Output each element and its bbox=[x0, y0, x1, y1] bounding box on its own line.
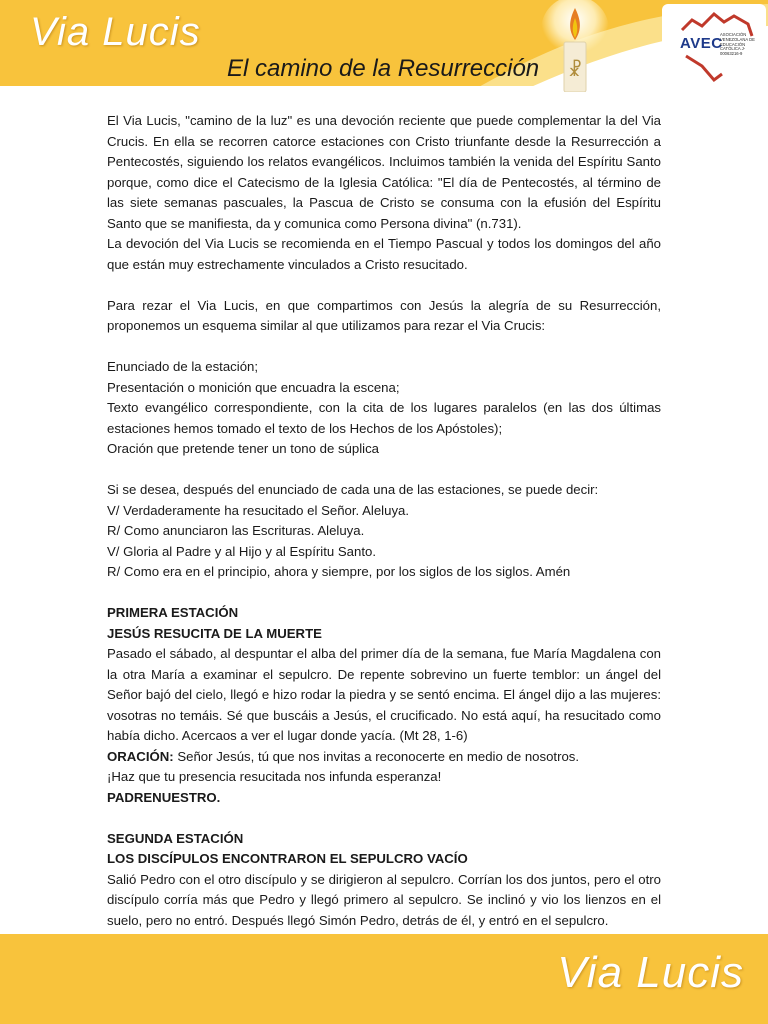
station-1-prayer bbox=[107, 747, 661, 768]
scheme-item: Texto evangélico correspondiente, con la cita de los lugares paralelos (en las dos últimas estaciones hemos tomado el texto de los Hechos de los Apóstoles); bbox=[107, 400, 661, 436]
prayer-label: ORACIÓN: bbox=[107, 748, 174, 764]
intro-paragraph-2: La devoción del Via Lucis se recomienda en el Tiempo Pascual y todos los domingos del año que están muy estrechamente vinculados a Cristo resucitado. bbox=[107, 236, 661, 272]
footer-banner bbox=[0, 930, 768, 1024]
logo-small-text: ASOCIACIÓN VENEZOLANA DE EDUCACIÓN CATÓLICA J-00063216-9 bbox=[720, 32, 755, 57]
station-1-text: Pasado el sábado, al despuntar el alba del primer día de la semana, fue María Magdalena con la otra María a examinar el sepulcro. De repente sobrevino un fuerte temblor: un ángel del Señor bajó del cielo, llegó e hizo rodar la piedra y se sentó encima. El ángel dijo a las mujeres: vosotras no temáis. Sé que buscáis a Jesús, el crucificado. No está aquí, ha resucitado como había dicho. Acercaos a ver el lugar donde yacía. (Mt 28, 1-6) bbox=[107, 646, 661, 743]
responses-intro: Si se desea, después del enunciado de cada una de las estaciones, se puede decir: bbox=[107, 482, 599, 497]
svg-text:☧: ☧ bbox=[567, 60, 583, 81]
response-line: R/ Como era en el principio, ahora y siempre, por los siglos de los siglos. Amén bbox=[107, 564, 571, 579]
logo-name: AVEC bbox=[680, 35, 723, 52]
response-line: V/ Gloria al Padre y al Hijo y al Espíritu Santo. bbox=[107, 543, 376, 559]
station-1-prayer-2: ¡Haz que tu presencia resucitada nos infunda esperanza! bbox=[107, 769, 442, 784]
station-1-closing: PADRENUESTRO. bbox=[107, 789, 221, 805]
station-2-title: LOS DISCÍPULOS ENCONTRARON EL SEPULCRO VACÍO bbox=[107, 851, 468, 866]
footer-title: Via Lucis bbox=[557, 948, 744, 997]
scheme-item: Enunciado de la estación; bbox=[107, 359, 259, 374]
station-2-text: Salió Pedro con el otro discípulo y se dirigieron al sepulcro. Corrían los dos juntos, pero el otro discípulo corría más que Pedro y llegó primero al sepulcro. Se inclinó y vio los lienzos en el suelo, pero no entró. Después llegó Simón Pedro, detrás de él, y entró en el sepulcro. bbox=[107, 871, 661, 928]
candle-icon bbox=[535, 0, 610, 92]
station-1-title: JESÚS RESUCITA DE LA MUERTE bbox=[107, 625, 322, 641]
header-subtitle: El camino de la Resurrección bbox=[227, 55, 540, 82]
header-title: Via Lucis bbox=[30, 10, 201, 54]
station-1-number: PRIMERA ESTACIÓN bbox=[107, 605, 239, 620]
scheme-item: Presentación o monición que encuadra la escena; bbox=[107, 379, 400, 395]
intro-paragraph-3: Para rezar el Via Lucis, en que compartimos con Jesús la alegría de su Resurrección, proponemos un esquema similar al que utilizamos para rezar el Via Crucis: bbox=[107, 297, 661, 333]
intro-paragraph-1: El Via Lucis, "camino de la luz" es una devoción reciente que puede complementar la del Via Crucis. En ella se recorren catorce estaciones con Cristo triunfante desde la Resurrección a Pentecostés, siguiendo los relatos evangélicos. Incluimos también la venida del Espíritu Santo porque, como dice el Catecismo de la Iglesia Católica: "El día de Pentecostés, al término de las siete semanas pascuales, la Pascua de Cristo se consuma con la efusión del Espíritu Santo que se manifiesta, da y comunica como Persona divina" (n.731). bbox=[107, 113, 661, 231]
document-body bbox=[107, 111, 661, 931]
response-line: R/ Como anunciaron las Escrituras. Aleluya. bbox=[107, 523, 365, 538]
prayer-text: Señor Jesús, tú que nos invitas a reconocerte en medio de nosotros. bbox=[173, 748, 580, 764]
response-line: V/ Verdaderamente ha resucitado el Señor. Aleluya. bbox=[107, 502, 410, 518]
scheme-item: Oración que pretende tener un tono de súplica bbox=[107, 441, 379, 456]
station-2-number: SEGUNDA ESTACIÓN bbox=[107, 830, 244, 846]
avec-logo bbox=[662, 4, 766, 88]
header-banner bbox=[0, 0, 768, 92]
